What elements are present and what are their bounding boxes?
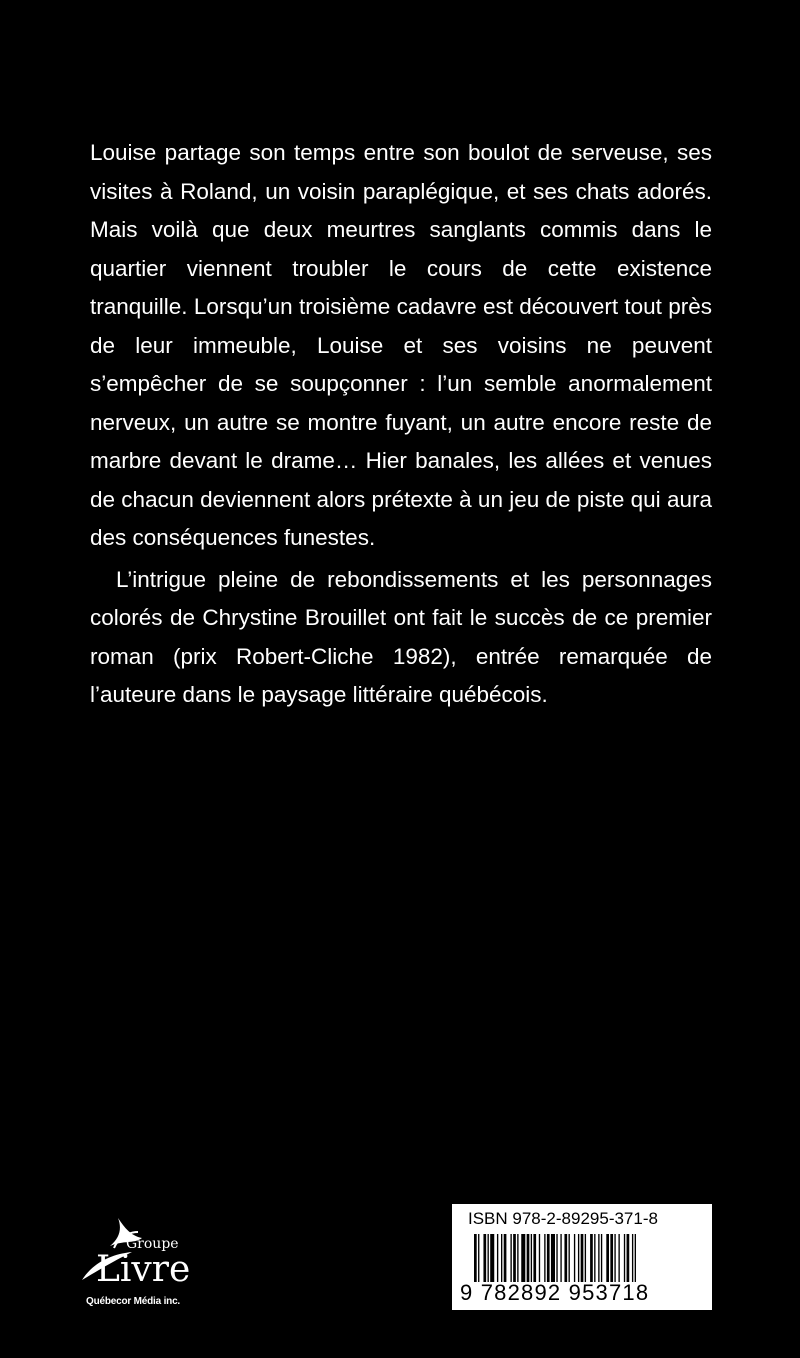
barcode-bar [606, 1234, 609, 1282]
barcode-bar [574, 1234, 575, 1282]
barcode-digits: 9 782892 953718 [460, 1280, 650, 1305]
barcode-bar [569, 1234, 570, 1282]
barcode-bar [497, 1234, 498, 1282]
back-cover-blurb [90, 134, 712, 715]
barcode-bar [618, 1234, 619, 1282]
barcode-bars [474, 1234, 692, 1282]
barcode-bar [521, 1234, 525, 1282]
barcode-bar [490, 1234, 494, 1282]
barcode-bar [560, 1234, 561, 1282]
barcode-bar [632, 1234, 633, 1282]
barcode-bar [527, 1234, 530, 1282]
blurb-paragraph-2: L’intrigue pleine de rebondissements et les personnages colorés de Chrystine Brouillet ont fait le succès de ce premier roman (prix Robert-Cliche 1982), entrée remarquée de l’auteure dans le paysage littéraire québécois. [90, 566, 712, 707]
barcode-bar [533, 1234, 536, 1282]
publisher-tagline: Québecor Média inc. [86, 1296, 181, 1307]
barcode-bar [635, 1234, 636, 1282]
barcode-bar [504, 1234, 507, 1282]
barcode-bar [564, 1234, 567, 1282]
barcode-bar [590, 1234, 593, 1282]
barcode-bar [624, 1234, 625, 1282]
barcode-bar [501, 1234, 502, 1282]
barcode-bar [610, 1234, 613, 1282]
barcode-bar [513, 1234, 516, 1282]
barcode-bar [478, 1234, 479, 1282]
isbn-barcode [452, 1204, 712, 1310]
barcode-bar [517, 1234, 518, 1282]
barcode-bar [598, 1234, 599, 1282]
barcode-bar [556, 1234, 557, 1282]
barcode-bar [601, 1234, 602, 1282]
barcode-bar [585, 1234, 586, 1282]
publisher-line-groupe: Groupe [126, 1236, 179, 1252]
barcode-bar [551, 1234, 555, 1282]
isbn-label: ISBN 978-2-89295-371-8 [468, 1209, 658, 1228]
barcode-bar [488, 1234, 489, 1282]
barcode-bar [474, 1234, 477, 1282]
barcode-bar [614, 1234, 615, 1282]
barcode-bar [581, 1234, 584, 1282]
barcode-bar [578, 1234, 579, 1282]
barcode-bar [594, 1234, 595, 1282]
publisher-logo [62, 1208, 212, 1318]
barcode-bar [627, 1234, 630, 1282]
barcode-bar [483, 1234, 486, 1282]
barcode-bar [547, 1234, 550, 1282]
blurb-paragraph-1: Louise partage son temps entre son boulot de serveuse, ses visites à Roland, un voisin paraplégique, et ses chats adorés. Mais voilà que deux meurtres sanglants commis dans le quartier viennent troubler le cours de cette existence tranquille. Lorsqu’un troisième cadavre est découvert tout près de leur immeuble, Louise et ses voisins ne peuvent s’empêcher de se soupçonner : l’un semble anormalement nerveux, un autre se montre fuyant, un autre encore reste de marbre devant le drame… Hier banales, les allées et venues de chacun deviennent alors prétexte à un jeu de piste qui aura des conséquences funestes. [90, 140, 712, 550]
barcode-bar [544, 1234, 545, 1282]
publisher-line-livre: Livre [96, 1249, 191, 1290]
barcode-bar [539, 1234, 540, 1282]
barcode-bar [531, 1234, 532, 1282]
barcode-bar [510, 1234, 511, 1282]
